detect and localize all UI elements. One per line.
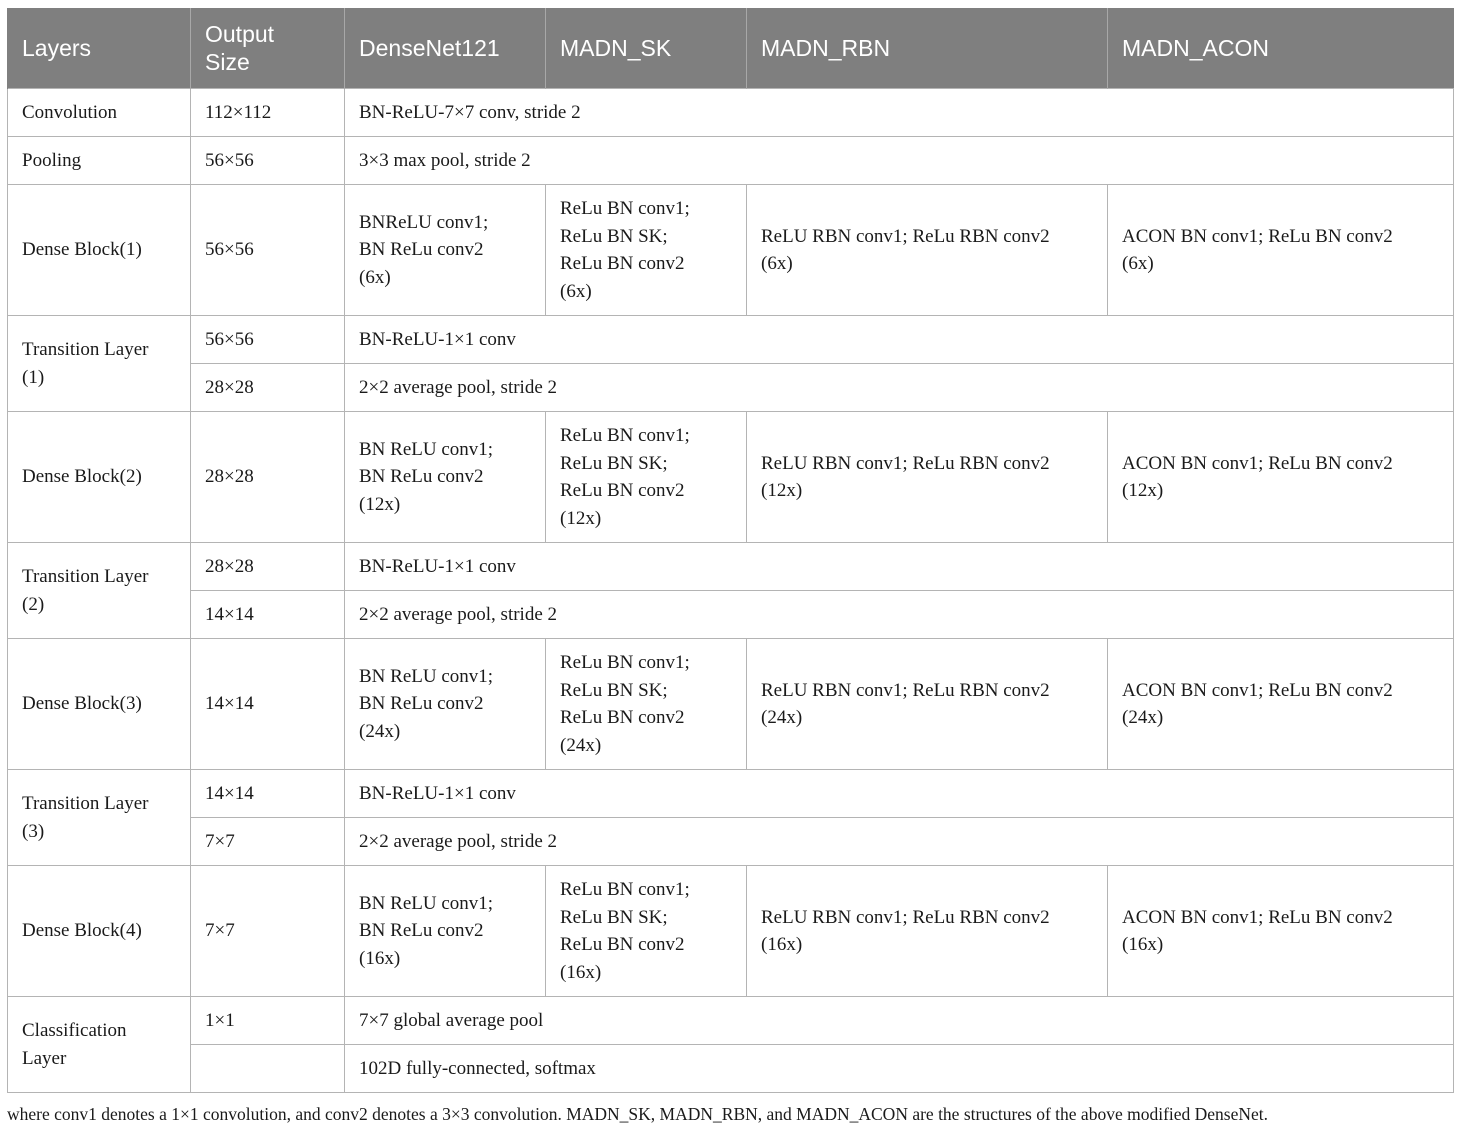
madn-acon-cell [1108,412,1454,543]
densenet121-cell [345,185,546,316]
cell-line: (16x) [1122,934,1164,955]
layer-name [8,770,191,866]
cell-line: (6x) [1122,253,1154,274]
table-row [8,543,1454,591]
cell-line: (12x) [761,480,803,501]
layer-description: 7×7 global average pool [345,997,1454,1045]
cell-line: ReLu BN SK; [560,679,668,701]
cell-line: (24x) [761,707,803,728]
layer-name: Pooling [8,137,191,185]
layer-description: 3×3 max pool, stride 2 [345,137,1454,185]
table-row [8,770,1454,818]
layer-description: 102D fully-connected, softmax [345,1045,1454,1093]
cell-line: (24x) [359,720,401,742]
cell-line: Transition Layer [22,566,149,587]
table-row [8,137,1454,185]
header-madn-acon: MADN_ACON [1108,8,1454,89]
cell-line: BN ReLU conv1; [359,438,494,460]
output-size [191,1045,345,1093]
cell-line: (12x) [560,507,602,529]
cell-line: ACON BN conv1; ReLu BN conv2 [1122,679,1393,701]
cell-line: ACON BN conv1; ReLu BN conv2 [1122,906,1393,928]
header-densenet121: DenseNet121 [345,8,546,89]
header-madn-sk: MADN_SK [546,8,747,89]
header-output-size [191,8,345,89]
layer-name: Dense Block(4) [8,866,191,997]
output-size: 56×56 [191,316,345,364]
table-row [8,818,1454,866]
cell-line: ReLU RBN conv1; ReLu RBN conv2 [761,906,1050,928]
cell-line: BN ReLu conv2 [359,466,484,488]
cell-line: ReLu BN conv1; [560,425,690,446]
output-size: 28×28 [191,412,345,543]
densenet121-cell [345,412,546,543]
densenet121-cell [345,639,546,770]
cell-line: ACON BN conv1; ReLu BN conv2 [1122,225,1393,247]
madn-acon-cell [1108,866,1454,997]
madn-sk-cell [546,412,747,543]
cell-line: ReLu BN conv2 [560,707,685,728]
cell-line: ReLu BN SK; [560,225,668,247]
cell-line: Transition Layer [22,339,149,360]
cell-line: ReLu BN conv2 [560,934,685,955]
cell-line: ReLu BN conv1; [560,198,690,219]
table-footnote: where conv1 denotes a 1×1 convolution, and conv2 denotes a 3×3 convolution. MADN_SK, MADN_RBN, and MADN_ACON are the structures of the above modified DenseNet. [7,1104,1269,1124]
madn-sk-cell [546,866,747,997]
madn-acon-cell [1108,185,1454,316]
table-row [8,866,1454,997]
table-row [8,591,1454,639]
cell-line: ReLu BN conv1; [560,652,690,673]
layer-name: Convolution [8,89,191,137]
cell-line: ReLU RBN conv1; ReLu RBN conv2 [761,452,1050,474]
cell-line: (2) [22,593,45,615]
table-row [8,89,1454,137]
cell-line: (16x) [359,947,401,969]
madn-acon-cell [1108,639,1454,770]
cell-line: Layer [22,1047,67,1069]
cell-line: BN ReLU conv1; [359,892,494,914]
cell-line: (6x) [560,280,592,302]
cell-line: ReLu BN conv1; [560,879,690,900]
cell-line: ReLU RBN conv1; ReLu RBN conv2 [761,679,1050,701]
cell-line: (12x) [359,493,401,515]
layer-name: Dense Block(3) [8,639,191,770]
cell-line: (16x) [560,961,602,983]
cell-line: (24x) [1122,707,1164,728]
output-size: 14×14 [191,639,345,770]
cell-line: (24x) [560,734,602,756]
layer-description: BN-ReLU-1×1 conv [345,543,1454,591]
layer-name [8,543,191,639]
header-layers: Layers [8,8,191,89]
densenet121-cell [345,866,546,997]
cell-line: ReLu BN conv2 [560,253,685,274]
cell-line: (6x) [761,253,793,274]
cell-line: ReLu BN conv2 [560,480,685,501]
cell-line: (3) [22,820,45,842]
cell-line: BN ReLU conv1; [359,665,494,687]
cell-line: Classification [22,1020,127,1041]
madn-rbn-cell [747,866,1108,997]
header-output-size-line2: Size [205,49,250,75]
cell-line: Transition Layer [22,793,149,814]
layer-name: Dense Block(1) [8,185,191,316]
table-row [8,412,1454,543]
output-size: 1×1 [191,997,345,1045]
layer-description: 2×2 average pool, stride 2 [345,591,1454,639]
cell-line: ReLu BN SK; [560,906,668,928]
output-size: 112×112 [191,89,345,137]
architecture-table-container [7,8,1453,1093]
layer-name [8,316,191,412]
layer-description: BN-ReLU-1×1 conv [345,316,1454,364]
table-row [8,639,1454,770]
cell-line: ReLu BN SK; [560,452,668,474]
output-size: 7×7 [191,866,345,997]
cell-line: ReLU RBN conv1; ReLu RBN conv2 [761,225,1050,247]
cell-line: BN ReLu conv2 [359,920,484,942]
cell-line: BNReLU conv1; [359,211,489,233]
layer-description: 2×2 average pool, stride 2 [345,364,1454,412]
table-row [8,997,1454,1045]
madn-rbn-cell [747,639,1108,770]
cell-line: BN ReLu conv2 [359,693,484,715]
table-row [8,364,1454,412]
madn-rbn-cell [747,185,1108,316]
output-size: 28×28 [191,364,345,412]
table-row [8,316,1454,364]
layer-description: 2×2 average pool, stride 2 [345,818,1454,866]
table-row [8,1045,1454,1093]
output-size: 14×14 [191,591,345,639]
header-madn-rbn: MADN_RBN [747,8,1108,89]
header-row [8,8,1454,89]
table-row [8,185,1454,316]
cell-line: ACON BN conv1; ReLu BN conv2 [1122,452,1393,474]
output-size: 56×56 [191,137,345,185]
cell-line: (6x) [359,266,391,288]
layer-name: Dense Block(2) [8,412,191,543]
madn-sk-cell [546,639,747,770]
madn-rbn-cell [747,412,1108,543]
output-size: 14×14 [191,770,345,818]
madn-sk-cell [546,185,747,316]
cell-line: (1) [22,366,45,388]
layer-description: BN-ReLU-1×1 conv [345,770,1454,818]
cell-line: (12x) [1122,480,1164,501]
output-size: 7×7 [191,818,345,866]
architecture-table [7,8,1454,1093]
layer-name [8,997,191,1093]
cell-line: (16x) [761,934,803,955]
output-size: 56×56 [191,185,345,316]
layer-description: BN-ReLU-7×7 conv, stride 2 [345,89,1454,137]
cell-line: BN ReLu conv2 [359,239,484,261]
header-output-size-line1: Output [205,21,275,47]
output-size: 28×28 [191,543,345,591]
